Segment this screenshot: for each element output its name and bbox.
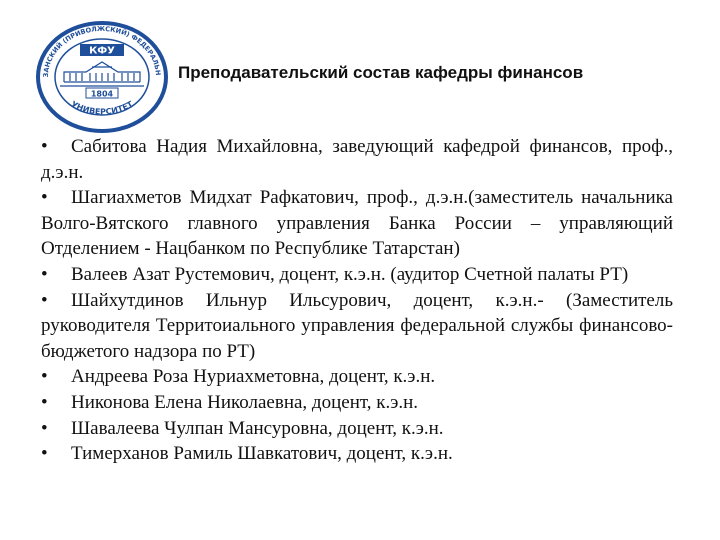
staff-item — [41, 390, 673, 416]
logo-top-text: ЗАНСКИЙ (ПРИВОЛЖСКИЙ) ФЕДЕРАЛЬН — [41, 24, 163, 78]
bullet: • — [41, 263, 48, 285]
bullet: • — [41, 136, 48, 157]
bullet: • — [41, 443, 48, 465]
bullet: • — [41, 187, 48, 209]
staff-item — [41, 364, 673, 390]
logo-year: 1804 — [90, 89, 114, 99]
staff-item — [41, 416, 673, 442]
logo-abbr: КФУ — [89, 45, 115, 57]
staff-item — [41, 185, 673, 262]
staff-item-text: Андреева Роза Нуриахметовна, доцент, к.э.н. — [71, 366, 436, 388]
logo-bottom-text: УНИВЕРСИТЕТ — [69, 99, 135, 117]
staff-item-text: Шагиахметов Мидхат Рафкатович, проф., д.э.н.(заместитель начальника Волго-Вятского главного управления Банка России – управляющий Отделением - Нацбанком по Республике Татарстан) — [41, 187, 673, 260]
bullet: • — [41, 391, 48, 413]
staff-item-text: Шайхутдинов Ильнур Ильсурович, доцент, к.э.н.- (Заместитель руководителя Территоиального управления федеральной службы финансово-бюджетого надзора по РТ) — [41, 289, 673, 362]
building-icon — [60, 62, 144, 86]
staff-list — [41, 134, 673, 467]
staff-item-text: Валеев Азат Рустемович, доцент, к.э.н. (аудитор Счетной палаты РТ) — [71, 263, 629, 285]
staff-item — [41, 262, 673, 288]
svg-text:УНИВЕРСИТЕТ — [70, 99, 135, 116]
bullet: • — [41, 417, 48, 439]
kfu-emblem-icon — [34, 20, 170, 134]
staff-item — [41, 441, 673, 467]
bullet: • — [41, 289, 48, 311]
staff-item-text: Шавалеева Чулпан Мансуровна, доцент, к.э.н. — [71, 417, 444, 439]
bullet: • — [41, 366, 48, 388]
staff-item — [41, 134, 673, 185]
staff-item — [41, 288, 673, 365]
page-title: Преподавательский состав кафедры финансов — [178, 63, 584, 82]
staff-item-text: Никонова Елена Николаевна, доцент, к.э.н. — [71, 391, 419, 413]
staff-item-text: Сабитова Надия Михайловна, заведующий кафедрой финансов, проф., д.э.н. — [41, 136, 673, 183]
staff-item-text: Тимерханов Рамиль Шавкатович, доцент, к.э.н. — [71, 443, 453, 465]
university-logo — [34, 20, 170, 134]
